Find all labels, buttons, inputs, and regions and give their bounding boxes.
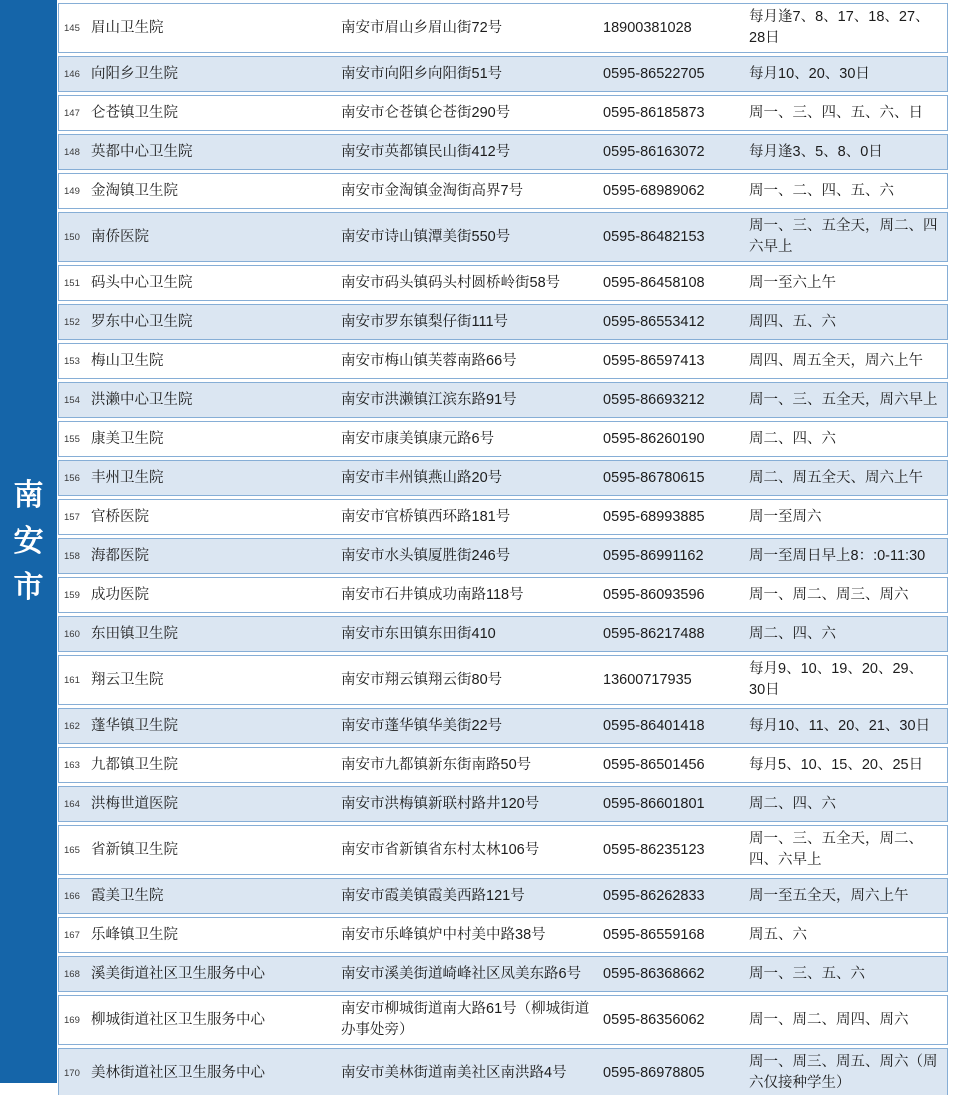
hospital-phone: 0595-68993885	[603, 508, 705, 525]
hospital-name: 九都镇卫生院	[91, 756, 178, 773]
hospital-address: 南安市官桥镇西环路181号	[341, 508, 511, 525]
hospital-address: 南安市丰州镇燕山路20号	[341, 469, 503, 486]
table-row	[58, 747, 948, 783]
vaccination-schedule: 周一至六上午	[749, 274, 836, 291]
hospital-phone: 0595-86522705	[603, 65, 705, 82]
hospital-address: 南安市东田镇东田街410	[341, 625, 496, 642]
row-number: 163	[64, 759, 80, 771]
vaccination-schedule: 周二、四、六	[749, 625, 836, 642]
row-number: 167	[64, 929, 80, 941]
hospital-name: 英都中心卫生院	[91, 143, 193, 160]
table-row	[58, 95, 948, 131]
table-row	[58, 917, 948, 953]
row-number: 156	[64, 472, 80, 484]
hospital-phone: 0595-68989062	[603, 182, 705, 199]
vaccination-schedule: 周一、三、五、六	[749, 965, 865, 982]
row-number: 148	[64, 146, 80, 158]
row-number: 146	[64, 68, 80, 80]
vaccination-schedule: 周二、四、六	[749, 430, 836, 447]
vaccination-schedule: 周一、三、五全天，周六早上	[749, 391, 938, 408]
hospital-name: 洪濑中心卫生院	[91, 391, 193, 408]
hospital-phone: 0595-86163072	[603, 143, 705, 160]
table-row	[58, 134, 948, 170]
table-row	[58, 786, 948, 822]
hospital-address: 南安市石井镇成功南路118号	[341, 586, 524, 603]
hospital-name: 柳城街道社区卫生服务中心	[91, 1011, 265, 1028]
hospital-address: 南安市眉山乡眉山街72号	[341, 19, 503, 36]
region-name-char: 南	[13, 478, 44, 512]
hospital-phone: 0595-86356062	[603, 1011, 705, 1028]
hospital-phone: 13600717935	[603, 671, 692, 688]
hospital-phone: 0595-86401418	[603, 717, 705, 734]
hospital-phone: 0595-86217488	[603, 625, 705, 642]
table-row	[58, 708, 948, 744]
hospital-name: 乐峰镇卫生院	[91, 926, 178, 943]
row-number: 153	[64, 355, 80, 367]
table-row	[58, 56, 948, 92]
hospital-name: 洪梅世道医院	[91, 795, 178, 812]
table-row	[58, 616, 948, 652]
hospital-address: 南安市英都镇民山街412号	[341, 143, 511, 160]
hospital-address: 南安市向阳乡向阳街51号	[341, 65, 503, 82]
row-number: 155	[64, 433, 80, 445]
hospital-name: 康美卫生院	[91, 430, 164, 447]
hospital-address: 南安市码头镇码头村圆桥岭街58号	[341, 274, 561, 291]
hospital-address: 南安市霞美镇霞美西路121号	[341, 887, 525, 904]
row-number: 170	[64, 1067, 80, 1079]
vaccination-schedule: 周二、周五全天、周六上午	[749, 469, 923, 486]
table-row	[58, 212, 948, 262]
table-row	[58, 3, 948, 53]
row-number: 168	[64, 968, 80, 980]
hospital-address: 南安市水头镇厦胜街246号	[341, 547, 511, 564]
row-number: 165	[64, 844, 80, 856]
row-number: 145	[64, 22, 80, 34]
vaccination-schedule: 周二、四、六	[749, 795, 836, 812]
row-number: 161	[64, 674, 80, 686]
table-row	[58, 956, 948, 992]
table-row	[58, 265, 948, 301]
vaccination-schedule: 周一、周二、周四、周六	[749, 1011, 909, 1028]
table-row	[58, 343, 948, 379]
hospital-phone: 0595-86553412	[603, 313, 705, 330]
row-number: 169	[64, 1014, 80, 1026]
region-sidebar	[0, 0, 57, 1083]
row-number: 149	[64, 185, 80, 197]
row-number: 152	[64, 316, 80, 328]
vaccination-schedule: 周一至周六	[749, 508, 822, 525]
vaccination-schedule: 周一至五全天，周六上午	[749, 887, 909, 904]
region-name-char: 市	[13, 570, 44, 604]
hospital-name: 翔云卫生院	[91, 671, 164, 688]
row-number: 160	[64, 628, 80, 640]
hospital-address: 南安市洪梅镇新联村路井120号	[341, 795, 540, 812]
hospital-phone: 0595-86235123	[603, 841, 705, 858]
hospital-name: 溪美街道社区卫生服务中心	[91, 965, 265, 982]
hospital-name: 码头中心卫生院	[91, 274, 193, 291]
hospital-name: 官桥医院	[91, 508, 149, 525]
hospital-name: 金淘镇卫生院	[91, 182, 178, 199]
row-number: 151	[64, 277, 80, 289]
hospital-name: 丰州卫生院	[91, 469, 164, 486]
vaccination-schedule: 周四、五、六	[749, 313, 836, 330]
hospital-name: 向阳乡卫生院	[91, 65, 178, 82]
table-row	[58, 655, 948, 705]
hospital-address: 南安市蓬华镇华美街22号	[341, 717, 503, 734]
row-number: 157	[64, 511, 80, 523]
row-number: 166	[64, 890, 80, 902]
hospital-phone: 0595-86693212	[603, 391, 705, 408]
vaccination-schedule: 周一、周三、周五、周六（周六仅接种学生）	[749, 1054, 938, 1091]
hospital-address: 南安市诗山镇潭美街550号	[341, 228, 511, 245]
table-row	[58, 825, 948, 875]
hospital-address: 南安市溪美街道崎峰社区凤美东路6号	[341, 965, 582, 982]
clinic-table	[58, 3, 948, 1095]
hospital-phone: 18900381028	[603, 19, 692, 36]
table-row	[58, 878, 948, 914]
hospital-name: 东田镇卫生院	[91, 625, 178, 642]
table-row	[58, 421, 948, 457]
hospital-address: 南安市翔云镇翔云街80号	[341, 671, 503, 688]
vaccination-schedule: 周一、二、四、五、六	[749, 182, 894, 199]
hospital-name: 梅山卫生院	[91, 352, 164, 369]
hospital-address: 南安市省新镇省东村太林106号	[341, 841, 540, 858]
hospital-phone: 0595-86458108	[603, 274, 705, 291]
hospital-phone: 0595-86185873	[603, 104, 705, 121]
hospital-phone: 0595-86978805	[603, 1064, 705, 1081]
row-number: 164	[64, 798, 80, 810]
vaccination-schedule: 每月逢7、8、17、18、27、28日	[749, 9, 930, 46]
vaccination-schedule: 周一至周日早上8：:0-11:30	[749, 547, 926, 564]
hospital-name: 罗东中心卫生院	[91, 313, 193, 330]
hospital-name: 蓬华镇卫生院	[91, 717, 178, 734]
hospital-phone: 0595-86093596	[603, 586, 705, 603]
table-row	[58, 1048, 948, 1095]
hospital-address: 南安市柳城街道南大路61号（柳城街道办事处旁）	[341, 1001, 590, 1038]
hospital-name: 霞美卫生院	[91, 887, 164, 904]
table-row	[58, 382, 948, 418]
hospital-address: 南安市罗东镇梨仔街111号	[341, 313, 509, 330]
hospital-address: 南安市乐峰镇炉中村美中路38号	[341, 926, 546, 943]
hospital-phone: 0595-86482153	[603, 228, 705, 245]
hospital-address: 南安市九都镇新东街南路50号	[341, 756, 532, 773]
vaccination-schedule: 周一、三、五全天，周二、四六早上	[749, 218, 938, 255]
hospital-phone: 0595-86368662	[603, 965, 705, 982]
hospital-address: 南安市洪濑镇江滨东路91号	[341, 391, 517, 408]
vaccination-schedule: 每月10、11、20、21、30日	[749, 717, 931, 734]
hospital-name: 南侨医院	[91, 228, 149, 245]
region-name-char: 安	[13, 524, 44, 558]
hospital-name: 海都医院	[91, 547, 149, 564]
hospital-phone: 0595-86262833	[603, 887, 705, 904]
vaccination-schedule: 每月10、20、30日	[749, 65, 870, 82]
hospital-phone: 0595-86780615	[603, 469, 705, 486]
hospital-phone: 0595-86260190	[603, 430, 705, 447]
row-number: 150	[64, 231, 80, 243]
hospital-name: 美林街道社区卫生服务中心	[91, 1064, 265, 1081]
row-number: 162	[64, 720, 80, 732]
vaccination-schedule: 周四、周五全天，周六上午	[749, 352, 923, 369]
hospital-name: 眉山卫生院	[91, 19, 164, 36]
hospital-phone: 0595-86559168	[603, 926, 705, 943]
vaccination-schedule: 周一、三、五全天，周二、四、六早上	[749, 831, 923, 868]
hospital-address: 南安市梅山镇芙蓉南路66号	[341, 352, 517, 369]
table-row	[58, 304, 948, 340]
vaccination-schedule: 每月逢3、5、8、0日	[749, 143, 883, 160]
vaccination-schedule: 周五、六	[749, 926, 807, 943]
hospital-address: 南安市美林街道南美社区南洪路4号	[341, 1064, 567, 1081]
row-number: 158	[64, 550, 80, 562]
hospital-address: 南安市金淘镇金淘街高界7号	[341, 182, 524, 199]
hospital-phone: 0595-86501456	[603, 756, 705, 773]
table-row	[58, 460, 948, 496]
hospital-phone: 0595-86597413	[603, 352, 705, 369]
table-row	[58, 173, 948, 209]
table-row	[58, 995, 948, 1045]
table-row	[58, 577, 948, 613]
vaccination-schedule: 周一、三、四、五、六、日	[749, 104, 923, 121]
hospital-name: 仑苍镇卫生院	[91, 104, 178, 121]
row-number: 159	[64, 589, 80, 601]
hospital-phone: 0595-86991162	[603, 547, 704, 564]
vaccination-schedule: 每月9、10、19、20、29、30日	[749, 661, 924, 698]
hospital-address: 南安市仑苍镇仑苍街290号	[341, 104, 511, 121]
row-number: 147	[64, 107, 80, 119]
hospital-name: 成功医院	[91, 586, 149, 603]
vaccination-schedule: 周一、周二、周三、周六	[749, 586, 909, 603]
table-row	[58, 538, 948, 574]
hospital-name: 省新镇卫生院	[91, 841, 178, 858]
table-row	[58, 499, 948, 535]
hospital-phone: 0595-86601801	[603, 795, 705, 812]
vaccination-schedule: 每月5、10、15、20、25日	[749, 756, 924, 773]
row-number: 154	[64, 394, 80, 406]
hospital-address: 南安市康美镇康元路6号	[341, 430, 495, 447]
